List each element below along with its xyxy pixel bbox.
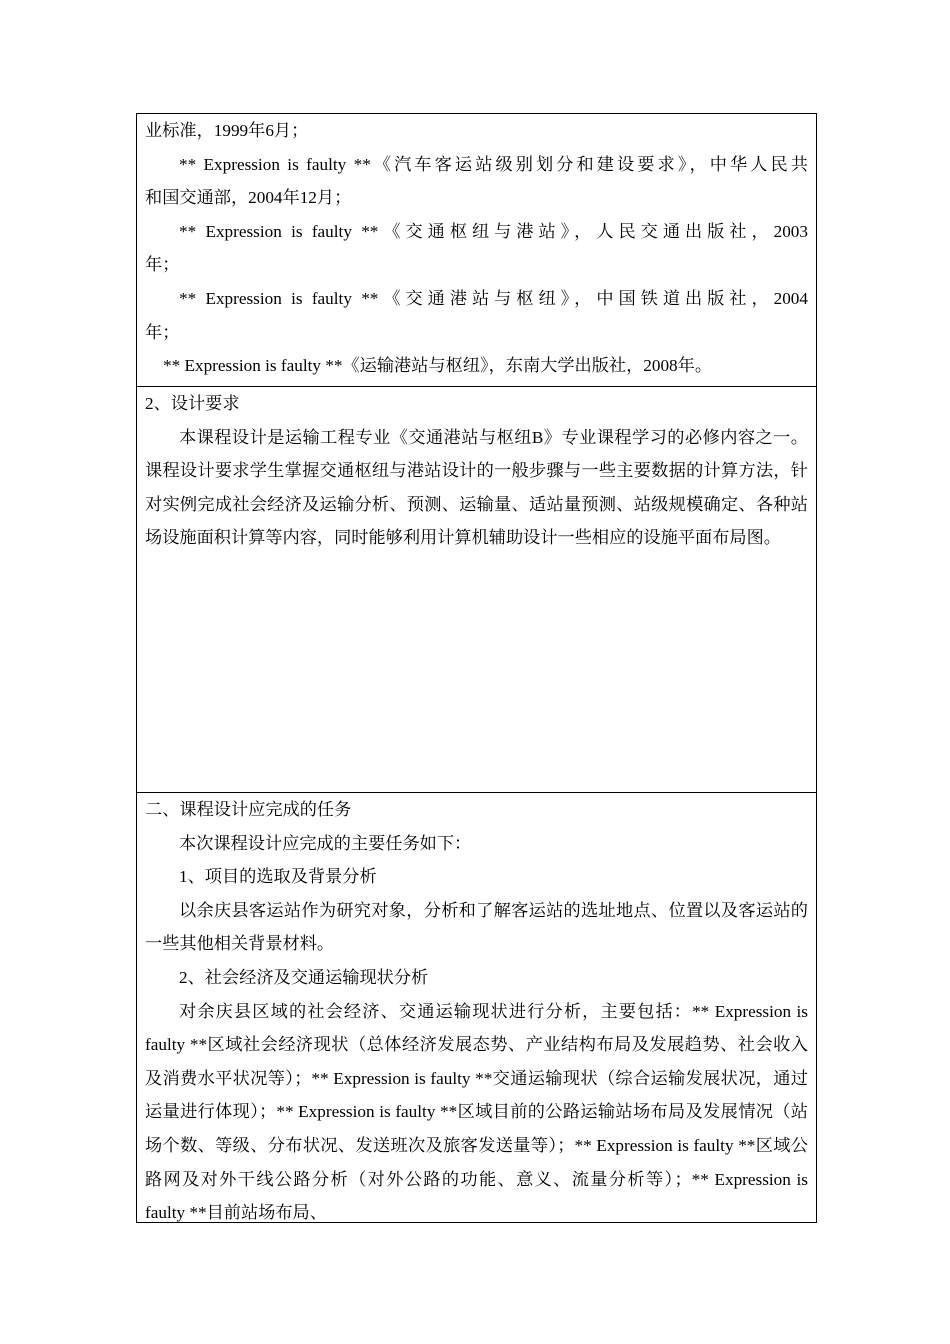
- reference-item-1-line-1: ** Expression is faulty **《汽车客运站级别划分和建设要求》，中华人民共: [179, 154, 808, 174]
- requirements-heading: 2、设计要求: [145, 394, 240, 413]
- tasks-cell: [137, 792, 816, 1222]
- task-2-title: 2、社会经济及交通运输现状分析: [179, 967, 429, 987]
- task-2-body: 对余庆县区域的社会经济、交通运输现状进行分析，主要包括：** Expression is faulty **区域社会经济现状（总体经济发展态势、产业结构布局及发展趋势、社会收入及消费水平状况等）；** Expression is faulty **交通运输现状（综合运输发展状况，通过运量进行体现）；** Expression is faulty **区域目前的公路运输站场布局及发展情况（站场个数、等级、分布状况、发送班次及旅客发送量等）；** Expression is faulty **区域公路网及对外干线公路分析（对外公路的功能、意义、流量分析等）；** Expression is faulty **目前站场布局、: [145, 1001, 808, 1223]
- reference-item-3-line-1: ** Expression is faulty **《交通港站与枢纽》，中国铁道出版社，2004: [179, 288, 808, 308]
- tasks-heading: 二、课程设计应完成的任务: [145, 800, 352, 819]
- tasks-intro: 本次课程设计应完成的主要任务如下：: [179, 833, 472, 853]
- reference-continuation: 业标准，1999年6月；: [145, 121, 309, 140]
- document-table: [136, 113, 817, 1223]
- reference-item-2-line-2: 年；: [145, 255, 180, 275]
- references-cell: [137, 114, 816, 386]
- requirements-body: 本课程设计是运输工程专业《交通港站与枢纽B》专业课程学习的必修内容之一。课程设计要求学生掌握交通枢纽与港站设计的一般步骤与一些主要数据的计算方法，针对实例完成社会经济及运输分析、预测、运输量、适站量预测、站级规模确定、各种站场设施面积计算等内容，同时能够利用计算机辅助设计一些相应的设施平面布局图。: [145, 427, 808, 548]
- task-1-title: 1、项目的选取及背景分析: [179, 867, 377, 887]
- task-1-body: 以余庆县客运站作为研究对象，分析和了解客运站的选址地点、位置以及客运站的一些其他相关背景材料。: [145, 900, 808, 954]
- reference-item-3-line-2: 年；: [145, 322, 180, 342]
- reference-item-2-line-1: ** Expression is faulty **《交通枢纽与港站》，人民交通出版社，2003: [179, 221, 808, 241]
- reference-item-4: ** Expression is faulty **《运输港站与枢纽》，东南大学出版社，2008年。: [163, 356, 713, 376]
- requirements-cell: [137, 386, 816, 792]
- reference-item-1-line-2: 和国交通部，2004年12月；: [145, 188, 352, 208]
